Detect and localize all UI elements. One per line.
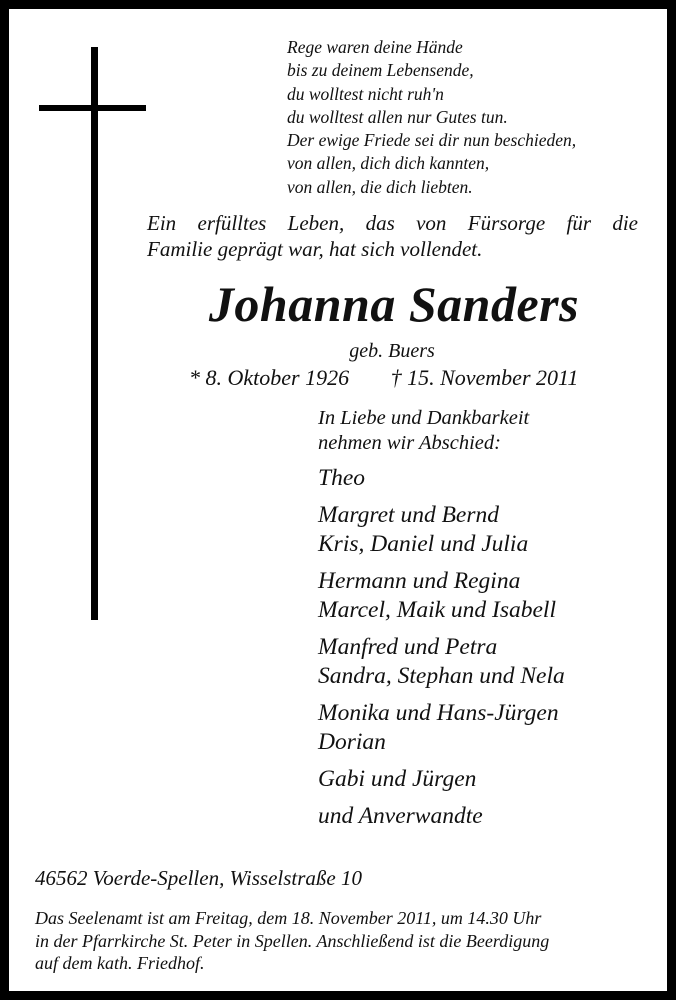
poem-line: von allen, die dich liebten. (287, 176, 473, 197)
mourner-line: Margret und Bernd (318, 502, 500, 528)
mourner-line: Monika und Hans-Jürgen (318, 700, 559, 726)
mourner-line: Gabi und Jürgen (318, 766, 477, 792)
intro-statement (147, 210, 638, 262)
deceased-name: Johanna Sanders (208, 276, 580, 332)
family-address: 46562 Voerde-Spellen, Wisselstraße 10 (35, 866, 363, 890)
poem-line: von allen, dich dich kannten, (287, 153, 490, 174)
mourner-group (318, 464, 565, 493)
service-details (35, 907, 645, 975)
mourner-line: Manfred und Petra (318, 634, 498, 660)
mourner-group (318, 802, 565, 831)
mourner-line: Kris, Daniel und Julia (318, 531, 529, 557)
service-line: auf dem kath. Friedhof. (35, 953, 205, 973)
memorial-poem (287, 36, 576, 199)
intro-line: Familie geprägt war, hat sich vollendet. (147, 237, 483, 261)
mourner-line: Marcel, Maik und Isabell (318, 597, 556, 623)
life-dates (189, 365, 578, 391)
mourner-group (318, 699, 565, 757)
mourner-line: Dorian (318, 729, 386, 755)
mourner-line: Hermann und Regina (318, 568, 521, 594)
service-line: Das Seelenamt ist am Freitag, dem 18. November 2011, um 14.30 Uhr (35, 908, 542, 928)
maiden-name: geb. Buers (349, 340, 435, 362)
death-date: † 15. November 2011 (390, 365, 579, 390)
mourner-group (318, 567, 565, 625)
poem-line: bis zu deinem Lebensende, (287, 60, 474, 81)
farewell-line: In Liebe und Dankbarkeit (318, 407, 530, 429)
cross-horizontal-bar (39, 105, 146, 111)
poem-line: Der ewige Friede sei dir nun beschieden, (287, 130, 577, 151)
obituary-notice (9, 9, 667, 991)
cross-vertical-bar (91, 47, 98, 620)
mourner-line: Sandra, Stephan und Nela (318, 663, 565, 689)
intro-line: Ein erfülltes Leben, das von Fürsorge für die (147, 211, 638, 235)
mourner-group (318, 501, 565, 559)
birth-date: * 8. Oktober 1926 (189, 365, 350, 390)
poem-line: du wolltest allen nur Gutes tun. (287, 106, 508, 127)
poem-line: du wolltest nicht ruh'n (287, 83, 444, 104)
poem-line: Rege waren deine Hände (287, 37, 463, 57)
farewell-line: nehmen wir Abschied: (318, 432, 501, 454)
mourner-group (318, 633, 565, 691)
farewell-text (318, 406, 565, 456)
mourners-list (318, 406, 565, 831)
mourner-line: Theo (318, 465, 365, 491)
mourner-group (318, 765, 565, 794)
service-line: in der Pfarrkirche St. Peter in Spellen. Anschließend ist die Beerdigung (35, 930, 550, 951)
mourner-line: und Anverwandte (318, 803, 483, 829)
